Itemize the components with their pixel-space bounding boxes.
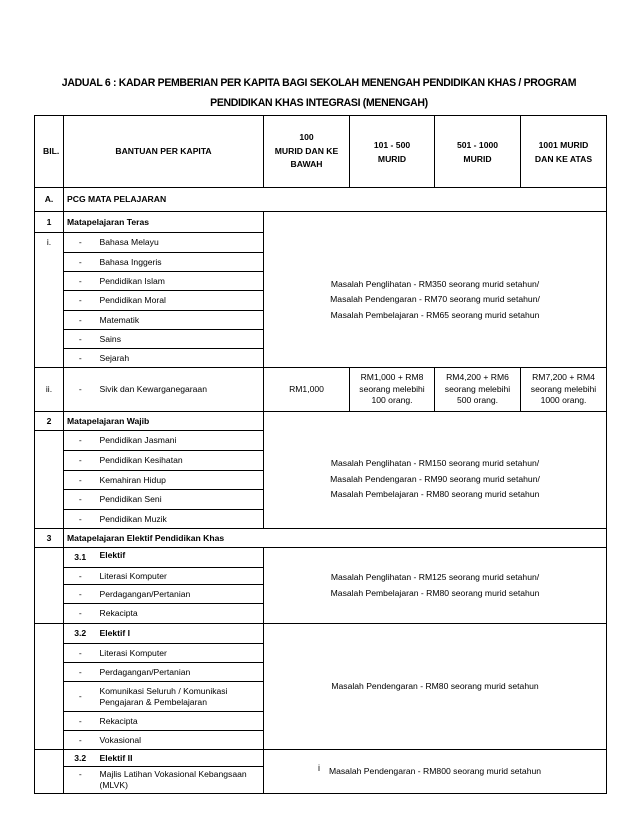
subject-label: Perdagangan/Pertanian — [97, 663, 264, 682]
sub-3-1-row — [35, 548, 607, 568]
row-sivik: ii. - Sivik dan Kewarganegaraan RM1,000 RM1,000 + RM8 seorang melebihi 100 orang. RM4,200 + RM6 seorang melebihi 500 orang. RM7,200 + RM4 seorang melebihi 1000 orang. — [35, 368, 607, 412]
header-100-murid: 100 MURID DAN KE BAWAH — [264, 116, 350, 188]
group-2-no: 2 — [35, 412, 64, 431]
title-line-2: PENDIDIKAN KHAS INTEGRASI (MENENGAH) — [210, 97, 428, 109]
list-item: - Pendidikan Islam — [35, 272, 607, 291]
subject-label: Kemahiran Hidup — [97, 471, 264, 490]
list-item: - Pendidikan Seni — [35, 490, 607, 510]
subject-label: Literasi Komputer — [97, 644, 264, 663]
subject-label: Majlis Latihan Vokasional Kebangsaan (MLVK) — [97, 767, 264, 794]
list-item: - Matematik — [35, 311, 607, 330]
subject-label: Sejarah — [97, 349, 264, 368]
sub-3-2-ii-label: Elektif II — [97, 750, 264, 767]
subject-label: Pendidikan Kesihatan — [97, 451, 264, 471]
subject-label: Sains — [97, 330, 264, 349]
page-number: i — [318, 763, 320, 773]
group-1-no: 1 — [35, 212, 64, 233]
group-1-sub-no: i. — [35, 233, 64, 253]
subject-label: Bahasa Melayu — [97, 233, 264, 253]
sub-3-2-no: 3.2 — [64, 624, 97, 644]
group-2-row — [35, 412, 607, 431]
page-title — [54, 73, 584, 113]
subject-label: Pendidikan Muzik — [97, 510, 264, 529]
subject-label: Komunikasi Seluruh / Komunikasi Pengajaran & Pembelajaran — [97, 682, 264, 712]
row-ii-no: ii. — [35, 368, 64, 412]
sub-3-2-ii-no: 3.2 — [64, 750, 97, 767]
list-item: - Perdagangan/Pertanian — [35, 663, 607, 682]
list-item: - Rekacipta — [35, 604, 607, 624]
group-3-row — [35, 529, 607, 548]
list-item: - Literasi Komputer — [35, 568, 607, 585]
list-item: - Komunikasi Seluruh / Komunikasi Pengajaran & Pembelajaran — [35, 682, 607, 712]
sivik-rate-100: RM1,000 — [264, 368, 350, 412]
list-item: - Perdagangan/Pertanian — [35, 585, 607, 604]
subject-label: Rekacipta — [97, 712, 264, 731]
list-item: - Pendidikan Muzik — [35, 510, 607, 529]
subject-label: Bahasa Inggeris — [97, 253, 264, 272]
list-item: - Vokasional — [35, 731, 607, 750]
list-item: - Kemahiran Hidup — [35, 471, 607, 490]
list-item: - Literasi Komputer — [35, 644, 607, 663]
list-item: - Pendidikan Kesihatan — [35, 451, 607, 471]
subject-label: Pendidikan Moral — [97, 291, 264, 311]
list-item: - Sains — [35, 330, 607, 349]
group-2-label: Matapelajaran Wajib — [64, 412, 264, 431]
subject-label: Literasi Komputer — [97, 568, 264, 585]
list-item: - Bahasa Inggeris — [35, 253, 607, 272]
section-a-no: A. — [35, 188, 64, 212]
sivik-rate-501-1000: RM4,200 + RM6 seorang melebihi 500 orang. — [435, 368, 521, 412]
list-item: i. - Bahasa Melayu Masalah Penglihatan - RM350 seorang murid setahun/ Masalah Pendengaran - RM70 seorang murid setahun/ Masalah Pembelajaran - RM65 seorang murid setahun — [35, 233, 607, 253]
group-3-label: Matapelajaran Elektif Pendidikan Khas — [64, 529, 607, 548]
section-a-label: PCG MATA PELAJARAN — [64, 188, 607, 212]
subject-label: Pendidikan Seni — [97, 490, 264, 510]
subject-label: Rekacipta — [97, 604, 264, 624]
subject-label: Vokasional — [97, 731, 264, 750]
sub-3-2-row — [35, 624, 607, 644]
section-a-row — [35, 188, 607, 212]
header-bil: BIL. — [35, 116, 64, 188]
group-2-rate-cell: Masalah Penglihatan - RM150 seorang murid setahun/ Masalah Pendengaran - RM90 seorang murid setahun/ Masalah Pembelajaran - RM80 seorang murid setahun — [264, 431, 607, 529]
sub-3-1-label: Elektif — [97, 548, 264, 568]
sub-3-2-rate-cell: Masalah Pendengaran - RM80 seorang murid setahun — [264, 624, 607, 750]
group-3-no: 3 — [35, 529, 64, 548]
subject-label: Pendidikan Islam — [97, 272, 264, 291]
subject-label: Sivik dan Kewarganegaraan — [97, 368, 264, 412]
list-item: - Pendidikan Jasmani Masalah Penglihatan - RM150 seorang murid setahun/ Masalah Pendengaran - RM90 seorang murid setahun/ Masalah Pembelajaran - RM80 seorang murid setahun — [35, 431, 607, 451]
group-1-row — [35, 212, 607, 233]
table-header-row — [35, 116, 607, 188]
header-501-1000-murid: 501 - 1000 MURID — [435, 116, 521, 188]
header-1001-murid: 1001 MURID DAN KE ATAS — [521, 116, 607, 188]
per-capita-rate-table — [34, 115, 607, 794]
list-item: - Majlis Latihan Vokasional Kebangsaan (MLVK) — [35, 767, 607, 794]
subject-label: Pendidikan Jasmani — [97, 431, 264, 451]
sivik-rate-1001: RM7,200 + RM4 seorang melebihi 1000 orang. — [521, 368, 607, 412]
list-item: - Sejarah — [35, 349, 607, 368]
subject-label: Perdagangan/Pertanian — [97, 585, 264, 604]
header-101-500-murid: 101 - 500 MURID — [350, 116, 435, 188]
title-line-1: JADUAL 6 : KADAR PEMBERIAN PER KAPITA BAGI SEKOLAH MENENGAH PENDIDIKAN KHAS / PROGRAM — [61, 77, 577, 89]
sub-3-1-no: 3.1 — [64, 548, 97, 568]
header-bantuan: BANTUAN PER KAPITA — [64, 116, 264, 188]
sub-3-1-rate-cell: Masalah Penglihatan - RM125 seorang murid setahun/ Masalah Pembelajaran - RM80 seorang murid setahun — [264, 548, 607, 624]
group-1-rate-cell: Masalah Penglihatan - RM350 seorang murid setahun/ Masalah Pendengaran - RM70 seorang murid setahun/ Masalah Pembelajaran - RM65 seorang murid setahun — [264, 233, 607, 368]
sub-3-2-label: Elektif I — [97, 624, 264, 644]
group-1-rate-top — [264, 212, 607, 233]
list-item: - Pendidikan Moral — [35, 291, 607, 311]
group-1-label: Matapelajaran Teras — [64, 212, 264, 233]
sivik-rate-101-500: RM1,000 + RM8 seorang melebihi 100 orang. — [350, 368, 435, 412]
sub-3-2-ii-rate-cell: Masalah Pendengaran - RM800 seorang murid setahun — [264, 750, 607, 794]
subject-label: Matematik — [97, 311, 264, 330]
list-item: - Rekacipta — [35, 712, 607, 731]
